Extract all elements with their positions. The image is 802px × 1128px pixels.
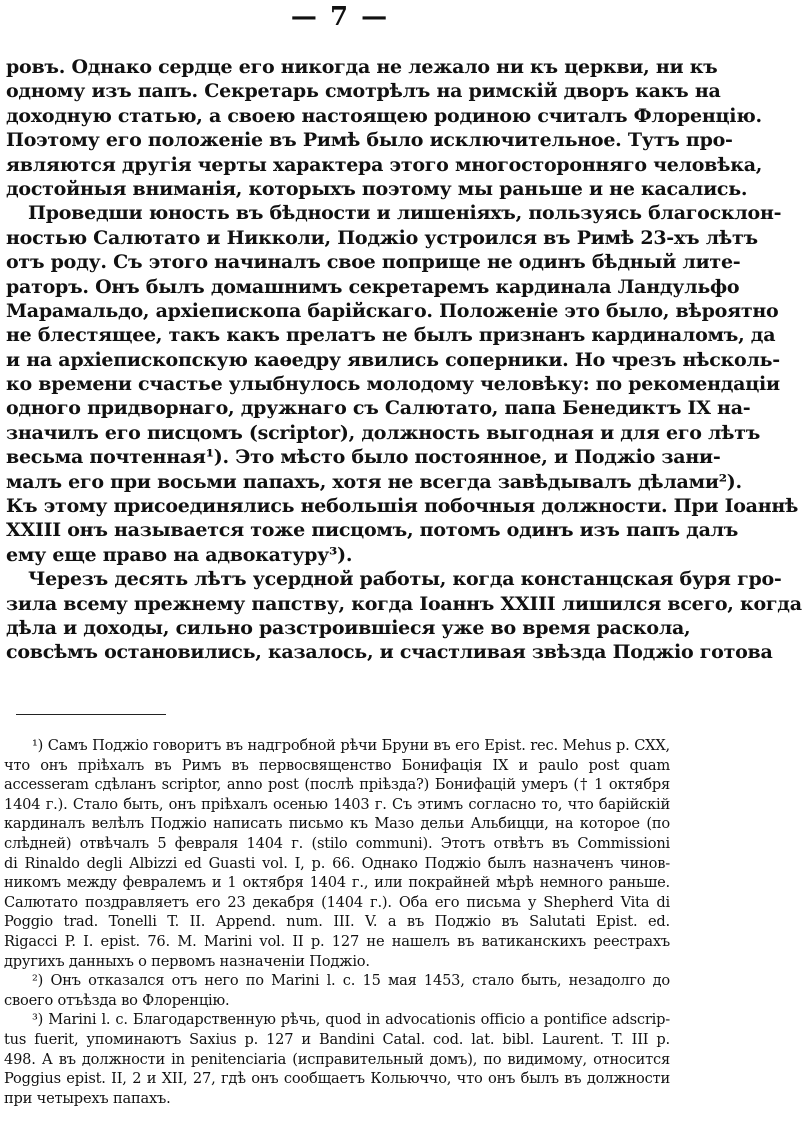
body-line: Къ этому присоединялись небольшія побочныя должности. При Іоаннѣ <box>6 495 799 518</box>
footnote-line: слѣдней) отвѣчалъ 5 февраля 1404 г. (stilo communi). Этотъ отвѣтъ въ Commissioni <box>4 834 670 852</box>
footnote-line: ³) Marini l. c. Благодарственную рѣчь, quod in advocationis officio a pontifice adscrip- <box>32 1011 670 1029</box>
body-line: Черезъ десять лѣтъ усердной работы, когда констанцская буря гро- <box>28 568 782 591</box>
body-line: одного придворнаго, дружнаго съ Салютато, папа Бенедиктъ IX на- <box>6 397 751 420</box>
footnote-line: никомъ между февралемъ и 1 октября 1404 г., или покрайней мѣрѣ немного раньше. <box>4 874 670 892</box>
body-line: значилъ его писцомъ (scriptor), должность выгодная и для его лѣтъ <box>6 421 761 444</box>
footnote-line: Poggio trad. Tonelli T. II. Append. num. III. V. а въ Поджіо въ Salutati Epist. ed. <box>4 913 670 931</box>
body-line: зила всему прежнему папству, когда Іоаннъ XXIII лишился всего, когда <box>6 592 802 615</box>
body-line: отъ роду. Съ этого начиналъ свое поприще не одинъ бѣдный лите- <box>6 251 741 274</box>
body-line: XXIII онъ называется тоже писцомъ, потомъ одинъ изъ папъ далъ <box>6 519 739 542</box>
footnote-line: при четырехъ папахъ. <box>4 1089 171 1107</box>
body-line: ему еще право на адвокатуру³). <box>6 543 353 566</box>
body-text <box>6 55 802 665</box>
body-line: Проведши юность въ бѣдности и лишеніяхъ, пользуясь благосклон- <box>28 202 782 225</box>
body-line: доходную статью, а своею настоящею родиною считалъ Флоренцію. <box>6 104 762 127</box>
footnote-line: что онъ пріѣхалъ въ Римъ въ первосвященство Бонифація IX и paulo post quam <box>4 756 670 774</box>
footnote-line: di Rinaldo degli Albizzi ed Guasti vol. I, p. 66. Однако Поджіо былъ назначенъ чинов- <box>4 854 670 872</box>
footnote-line: Салютато поздравляетъ его 23 декабря (1404 г.). Оба его письма у Shepherd Vita di <box>4 893 670 911</box>
footnote-line: tus fuerit, упоминаютъ Saxius p. 127 и Bandini Catal. cod. lat. bibl. Laurent. T. III p. <box>4 1030 670 1048</box>
footnote-separator <box>16 714 166 715</box>
body-line: весьма почтенная¹). Это мѣсто было постоянное, и Поджіо зани- <box>6 446 721 469</box>
footnotes <box>4 736 670 1108</box>
body-line: достойныя вниманія, которыхъ поэтому мы раньше и не касались. <box>6 177 748 200</box>
footnote-line: ²) Онъ отказался отъ него по Marini l. c. 15 мая 1453, стало быть, незадолго до <box>32 972 670 990</box>
body-line: малъ его при восьми папахъ, хотя не всегда завѣдывалъ дѣлами²). <box>6 470 742 493</box>
body-line: Марамальдо, архіепископа барійскаго. Положеніе это было, вѣроятно <box>6 299 779 322</box>
footnote-line: Rigacci P. I. epist. 76. M. Marini vol. II p. 127 не нашелъ въ ватиканскихъ реестрахъ <box>4 932 670 950</box>
body-line: ко времени счастье улыбнулось молодому человѣку: по рекомендаціи <box>6 373 780 396</box>
footnote-line: своего отъѣзда во Флоренцію. <box>4 991 230 1009</box>
body-line: одному изъ папъ. Секретарь смотрѣлъ на римскій дворъ какъ на <box>6 80 721 103</box>
body-line: являются другія черты характера этого многосторонняго человѣка, <box>6 153 763 176</box>
footnote-line: 1404 г.). Стало быть, онъ пріѣхалъ осенью 1403 г. Съ этимъ согласно то, что барійскій <box>4 795 670 813</box>
body-line: ровъ. Однако сердце его никогда не лежало ни къ церкви, ни къ <box>6 56 718 78</box>
page-number: — 7 — <box>290 2 390 32</box>
body-line: Поэтому его положеніе въ Римѣ было исключительное. Тутъ про- <box>6 129 733 152</box>
footnote-line: кардиналъ велѣлъ Поджіо написать письмо къ Мазо дельи Альбицци, на которое (по <box>4 815 670 833</box>
footnote-line: accesseram сдѣланъ scriptor, anno post (послѣ пріѣзда?) Бонифацій умеръ († 1 октября <box>4 776 670 794</box>
body-line: раторъ. Онъ былъ домашнимъ секретаремъ кардинала Ландульфо <box>6 275 740 298</box>
footnote-line: другихъ данныхъ о первомъ назначеніи Поджіо. <box>4 952 370 970</box>
footnote-line: ¹) Самъ Поджіо говоритъ въ надгробной рѣчи Бруни въ его Epist. rec. Mehus p. CXX, <box>32 737 670 754</box>
body-line: ностью Салютато и Никколи, Поджіо устроился въ Римѣ 23-хъ лѣтъ <box>6 226 758 249</box>
footnote-line: 498. А въ должности in penitenciaria (исправительный домъ), по видимому, относится <box>4 1050 670 1068</box>
body-line: и на архіепископскую каѳедру явились соперники. Но чрезъ нѣсколь- <box>6 348 780 371</box>
body-line: дѣла и доходы, сильно разстроившіеся уже во время раскола, <box>6 616 691 639</box>
footnote-line: Poggius epist. II, 2 и XII, 27, гдѣ онъ сообщаетъ Кольюччо, что онъ былъ въ должности <box>4 1070 670 1088</box>
body-line: совсѣмъ остановились, казалось, и счастливая звѣзда Поджіо готова <box>6 641 773 664</box>
body-line: не блестящее, такъ какъ прелатъ не былъ признанъ кардиналомъ, да <box>6 324 776 347</box>
